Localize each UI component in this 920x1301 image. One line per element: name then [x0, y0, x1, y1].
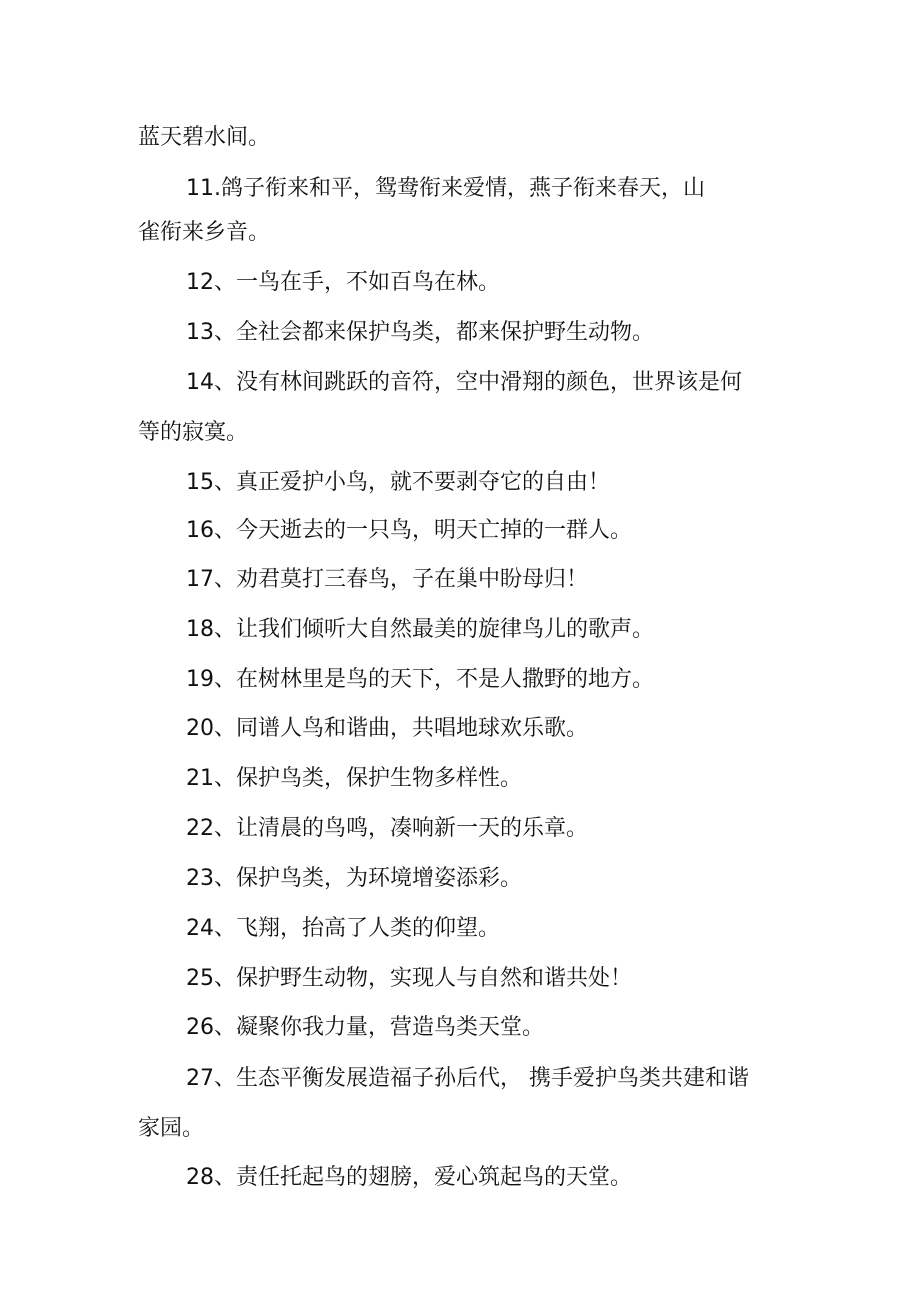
text-line-item-21: 21、保护鸟类，保护生物多样性。 [186, 766, 522, 791]
text-line-continuation: 等的寂寞。 [138, 420, 249, 445]
text-line-item-26: 26、凝聚你我力量，营造鸟类天堂。 [186, 1015, 544, 1040]
text-line-item-19: 19、在树林里是鸟的天下，不是人撒野的地方。 [186, 667, 654, 692]
text-line-item-25: 25、保护野生动物，实现人与自然和谐共处！ [186, 966, 632, 991]
text-line-item-11: 11.鸽子衔来和平，鸳鸯衔来爱情，燕子衔来春天，山 [186, 176, 705, 201]
text-line-continuation: 雀衔来乡音。 [138, 220, 271, 245]
text-line-item-17: 17、劝君莫打三春鸟，子在巢中盼母归！ [186, 567, 588, 592]
text-line-item-24: 24、飞翔，抬高了人类的仰望。 [186, 916, 500, 941]
text-line-continuation: 家园。 [138, 1116, 205, 1141]
text-line-item-22: 22、让清晨的鸟鸣，凑响新一天的乐章。 [186, 816, 588, 841]
text-line-item-14: 14、没有林间跳跃的音符，空中滑翔的颜色，世界该是何 [186, 370, 742, 395]
text-line-item-15: 15、真正爱护小鸟，就不要剥夺它的自由！ [186, 470, 610, 495]
text-line-item-12: 12、一鸟在手，不如百鸟在林。 [186, 270, 500, 295]
text-line-item-28: 28、责任托起鸟的翅膀，爱心筑起鸟的天堂。 [186, 1165, 632, 1190]
text-line-item-18: 18、让我们倾听大自然最美的旋律鸟儿的歌声。 [186, 617, 654, 642]
text-line-item-16: 16、今天逝去的一只鸟，明天亡掉的一群人。 [186, 518, 632, 543]
text-line-item-27: 27、生态平衡发展造福子孙后代， 携手爱护鸟类共建和谐 [186, 1066, 749, 1091]
text-line-item-13: 13、全社会都来保护鸟类，都来保护野生动物。 [186, 320, 654, 345]
text-line-continuation: 蓝天碧水间。 [138, 125, 271, 150]
text-line-item-20: 20、同谱人鸟和谐曲，共唱地球欢乐歌。 [186, 716, 588, 741]
text-line-item-23: 23、保护鸟类，为环境增姿添彩。 [186, 866, 522, 891]
